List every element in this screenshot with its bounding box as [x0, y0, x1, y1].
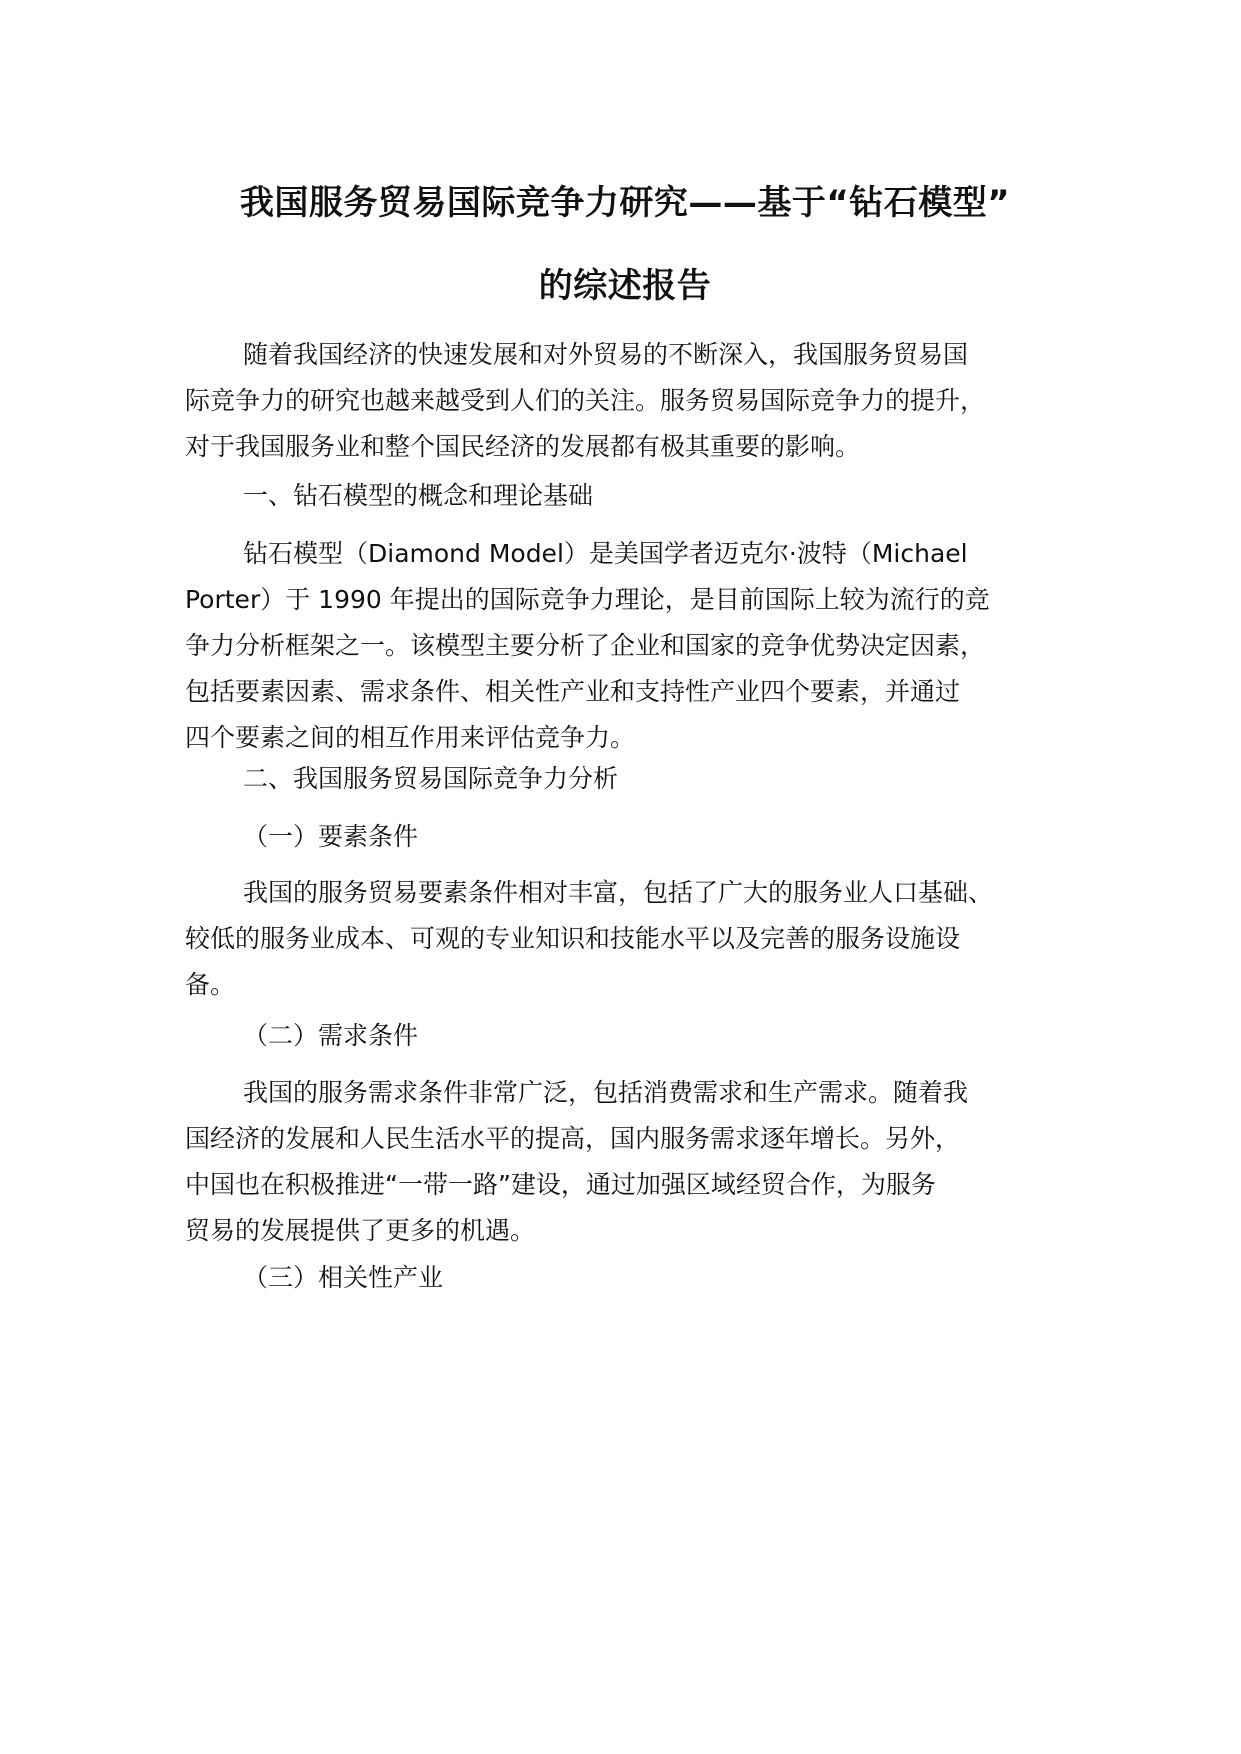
subsection-heading-1 [185, 814, 1065, 860]
heading-text: （一）要素条件 [243, 822, 419, 851]
paragraph-line: 包括要素因素、需求条件、相关性产业和支持性产业四个要素，并通过 [185, 677, 961, 706]
subsection-2-paragraph [185, 1070, 1065, 1254]
paragraph-line: 国经济的发展和人民生活水平的提高，国内服务需求逐年增长。另外， [185, 1124, 961, 1153]
paragraph-line: 贸易的发展提供了更多的机遇。 [185, 1216, 536, 1245]
section-heading-1 [185, 473, 1065, 519]
heading-text: 一、钻石模型的概念和理论基础 [243, 481, 594, 510]
paragraph-line: 四个要素之间的相互作用来评估竞争力。 [185, 723, 636, 752]
paragraph-line: 随着我国经济的快速发展和对外贸易的不断深入，我国服务贸易国 [243, 340, 969, 369]
section-heading-2 [185, 756, 1065, 802]
subsection-heading-2 [185, 1013, 1065, 1059]
paragraph-line: 争力分析框架之一。该模型主要分析了企业和国家的竞争优势决定因素， [185, 631, 986, 660]
intro-paragraph [185, 332, 1065, 470]
heading-text: （三）相关性产业 [243, 1263, 444, 1292]
paragraph-line: 中国也在积极推进“一带一路”建设，通过加强区域经贸合作，为服务 [185, 1170, 936, 1199]
document-title-line-2: 的综述报告 [538, 266, 712, 306]
paragraph-line: 际竞争力的研究也越来越受到人们的关注。服务贸易国际竞争力的提升， [185, 386, 986, 415]
section-1-paragraph [185, 531, 1065, 761]
subsection-heading-3 [185, 1255, 1065, 1301]
paragraph-line: Porter）于 1990 年提出的国际竞争力理论，是目前国际上较为流行的竞 [185, 585, 990, 614]
heading-text: 二、我国服务贸易国际竞争力分析 [243, 764, 619, 793]
paragraph-line: 我国的服务需求条件非常广泛，包括消费需求和生产需求。随着我 [243, 1078, 969, 1107]
heading-text: （二）需求条件 [243, 1021, 419, 1050]
paragraph-line: 对于我国服务业和整个国民经济的发展都有极其重要的影响。 [185, 432, 861, 461]
paragraph-line: 钻石模型（Diamond Model）是美国学者迈克尔·波特（Michael [243, 539, 968, 568]
subsection-1-paragraph [185, 870, 1065, 1008]
paragraph-line: 较低的服务业成本、可观的专业知识和技能水平以及完善的服务设施设 [185, 924, 961, 953]
paragraph-line: 我国的服务贸易要素条件相对丰富，包括了广大的服务业人口基础、 [243, 878, 994, 907]
paragraph-line: 备。 [185, 970, 236, 999]
document-title-line-1: 我国服务贸易国际竞争力研究——基于“钻石模型” [239, 183, 1011, 223]
